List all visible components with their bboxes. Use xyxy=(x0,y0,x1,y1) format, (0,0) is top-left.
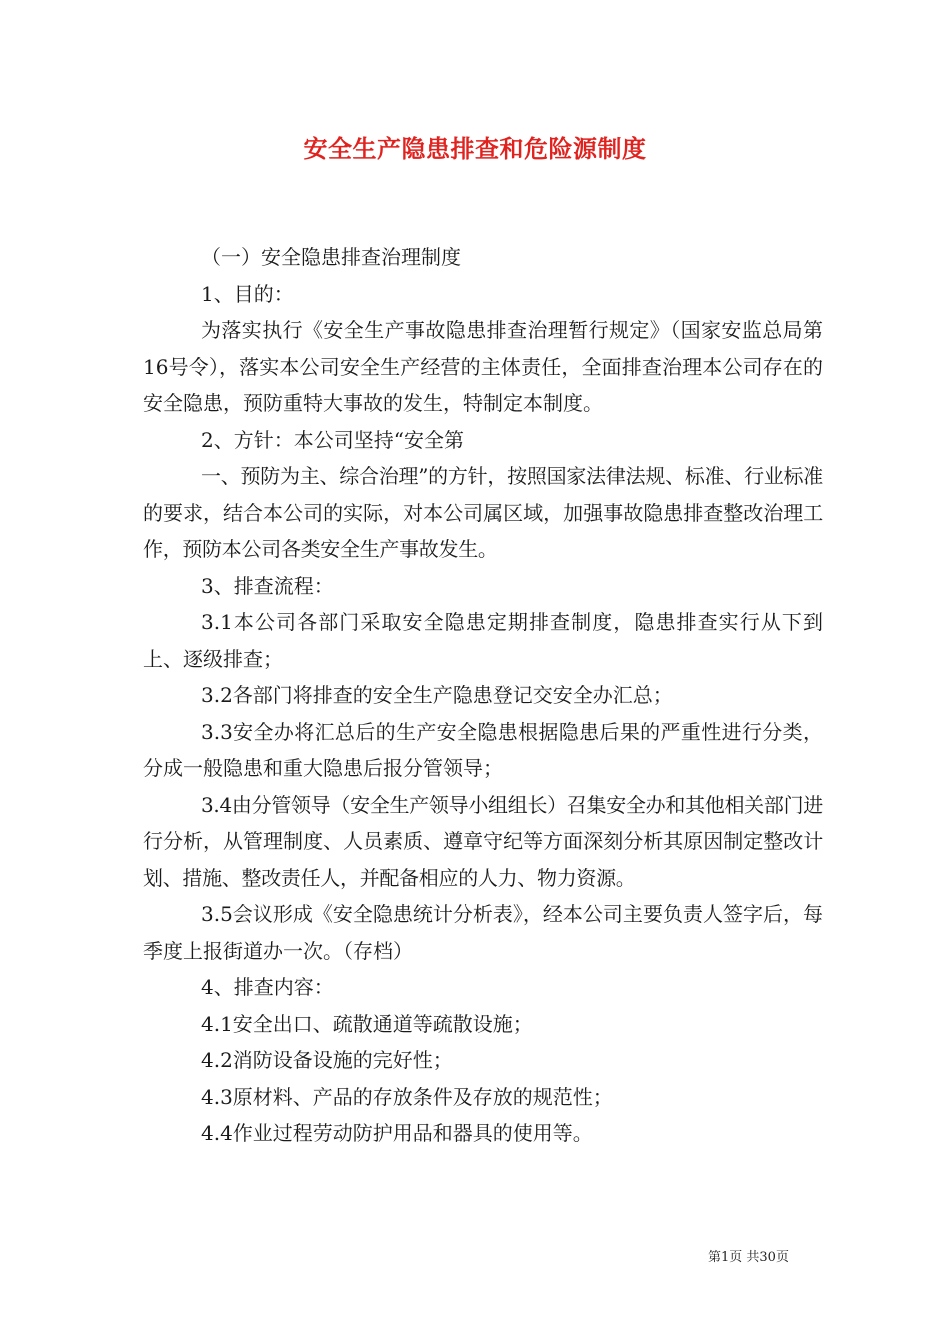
paragraph-process-3-4: 3.4由分管领导（安全生产领导小组组长）召集安全办和其他相关部门进行分析，从管理制度、人员素质、遵章守纪等方面深刻分析其原因制定整改计划、措施、整改责任人，并配备相应的人力、物力资源。 xyxy=(143,792,823,890)
paragraph-process-3-2: 3.2各部门将排查的安全生产隐患登记交安全办汇总； xyxy=(201,683,673,707)
document-body xyxy=(143,239,823,1152)
document-title: 安全生产隐患排查和危险源制度 xyxy=(303,135,647,163)
item-heading-purpose: 1、目的： xyxy=(201,281,294,306)
page-number: 第1页 共30页 xyxy=(708,1250,789,1265)
item-heading-content: 4、排查内容： xyxy=(201,975,334,999)
paragraph-purpose: 为落实执行《安全生产事故隐患排查治理暂行规定》（国家安监总局第16号令），落实本公司安全生产经营的主体责任，全面排查治理本公司存在的安全隐患，预防重特大事故的发生，特制定本制度。 xyxy=(143,318,823,415)
paragraph-content-4-2: 4.2消防设备设施的完好性； xyxy=(201,1048,453,1072)
paragraph-content-4-1: 4.1安全出口、疏散通道等疏散设施； xyxy=(201,1011,533,1036)
paragraph-process-3-5: 3.5会议形成《安全隐患统计分析表》，经本公司主要负责人签字后，每季度上报街道办一次。（存档） xyxy=(143,902,823,963)
item-heading-policy: 2、方针：本公司坚持“安全第 xyxy=(201,427,464,452)
section-heading: （一）安全隐患排查治理制度 xyxy=(201,245,461,269)
paragraph-process-3-3: 3.3安全办将汇总后的生产安全隐患根据隐患后果的严重性进行分类，分成一般隐患和重大隐患后报分管领导； xyxy=(143,719,823,780)
paragraph-policy: 一、预防为主、综合治理”的方针，按照国家法律法规、标准、行业标准的要求，结合本公司的实际，对本公司属区域，加强事故隐患排查整改治理工作，预防本公司各类安全生产事故发生。 xyxy=(143,464,823,561)
paragraph-content-4-3: 4.3原材料、产品的存放条件及存放的规范性； xyxy=(201,1084,613,1109)
item-heading-process: 3、排查流程： xyxy=(201,573,334,598)
paragraph-process-3-1: 3.1本公司各部门采取安全隐患定期排查制度，隐患排查实行从下到上、逐级排查； xyxy=(143,610,823,671)
paragraph-content-4-4: 4.4作业过程劳动防护用品和器具的使用等。 xyxy=(201,1121,593,1145)
